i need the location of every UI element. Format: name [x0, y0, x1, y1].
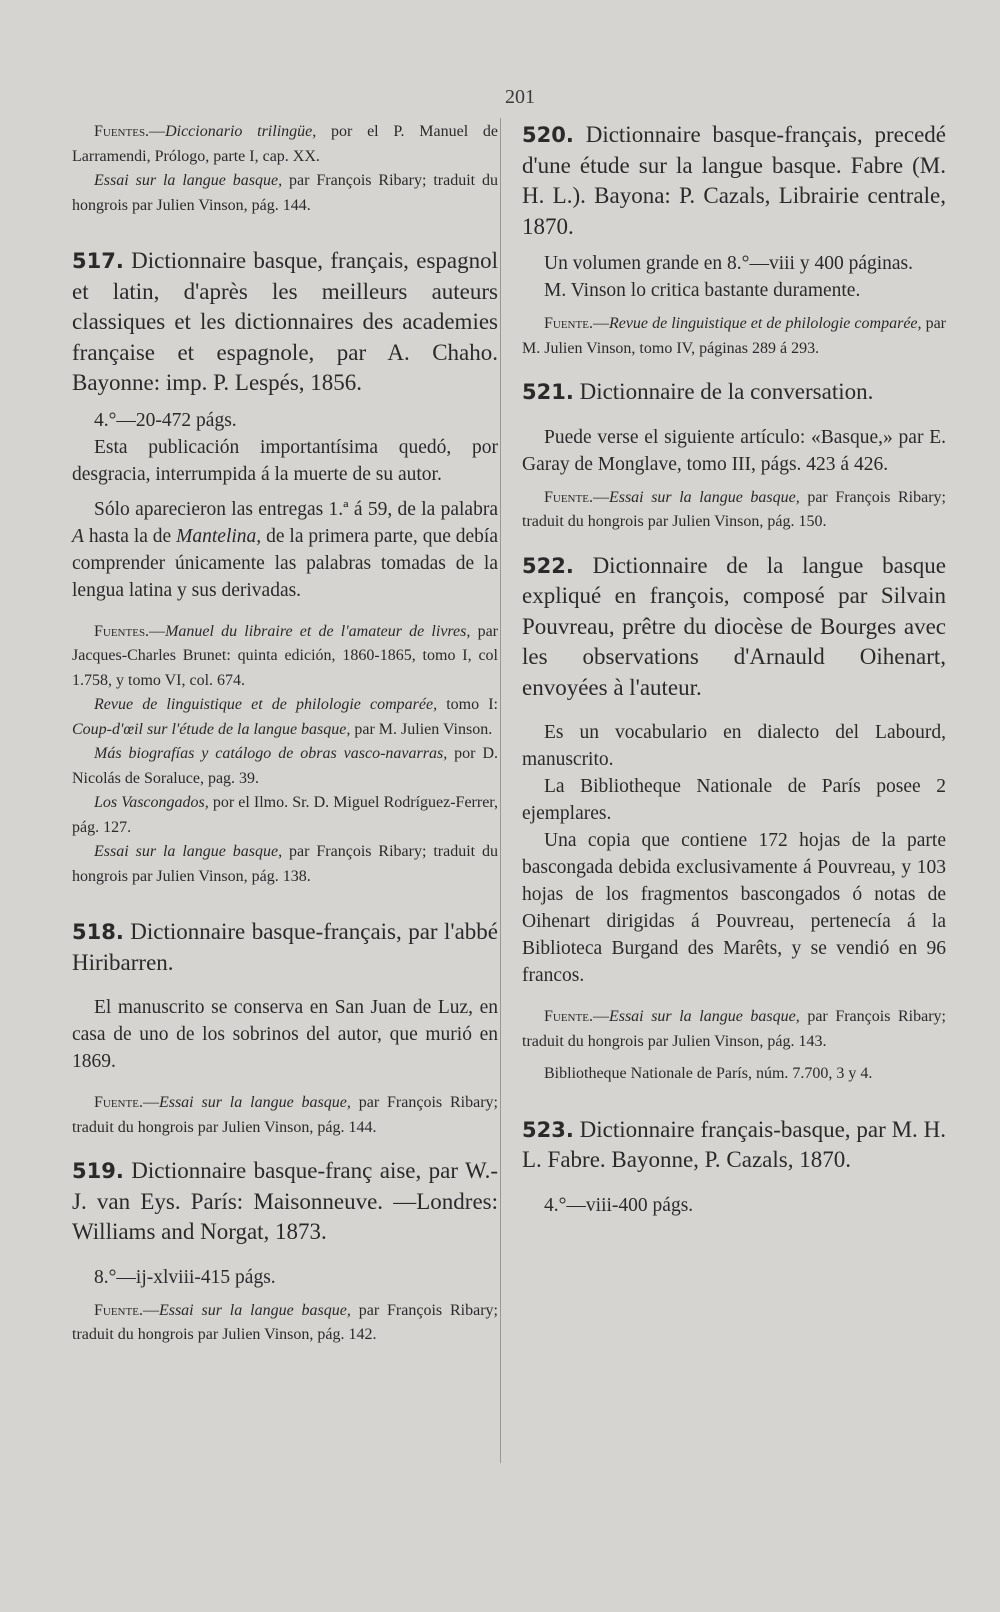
entry-format: 4.°—20-472 págs. — [94, 409, 237, 431]
source-note: Fuente.—Revue de linguistique et de philologie comparée, par M. Julien Vinson, tomo IV, páginas 289 á 293. — [522, 315, 946, 357]
entry-paragraph: Una copia que contiene 172 hojas de la parte bascongada debida exclusivamente á Pouvreau, y 103 hojas de los fragmentos bascongados ó notas de Oihenart dirigidas á Pouvreau, pertenecía á la Biblioteca Burgand des Marêts, y se vendió en 96 francos. — [522, 830, 946, 986]
source-note: Los Vascongados, por el Ilmo. Sr. D. Miguel Rodríguez-Ferrer, pág. 127. — [72, 794, 498, 836]
entry-paragraph: La Bibliotheque Nationale de París posee 2 ejemplares. — [522, 776, 946, 824]
source-note: Essai sur la langue basque, par François Ribary; traduit du hongrois par Julien Vinson, pág. 144. — [72, 172, 498, 214]
entry-format: 8.°—ij-xlviii-415 págs. — [94, 1266, 276, 1288]
entry-520-heading: 520. Dictionnaire basque-français, precedé d'une étude sur la langue basque. Fabre (M. H. L.). Bayona: P. Cazals, Librairie centrale, 1870. — [522, 122, 946, 239]
entry-paragraph: Puede verse el siguiente artículo: «Basque,» par E. Garay de Monglave, tomo III, págs. 423 á 426. — [522, 426, 946, 475]
entry-518-heading: 518. Dictionnaire basque-français, par l'abbé Hiribarren. — [72, 919, 498, 975]
entry-paragraph: Sólo aparecieron las entregas 1.ª á 59, de la palabra A hasta la de Mantelina, de la primera parte, que debía comprender únicamente las palabras tomadas de la lengua latina y sus derivadas. — [72, 498, 499, 601]
right-column — [522, 120, 946, 1219]
source-note: Revue de linguistique et de philologie comparée, tomo I: Coup-d'œil sur l'étude de la langue basque, par M. Julien Vinson. — [72, 696, 498, 738]
entry-522-heading: 522. Dictionnaire de la langue basque expliqué en françois, composé par Silvain Pouvreau, prêtre du diocèse de Bourges avec les observations d'Arnauld Oihenart, envoyées à l'auteur. — [522, 552, 946, 700]
page-number: 201 — [505, 86, 535, 108]
entry-paragraph: Es un vocabulario en dialecto del Labourd, manuscrito. — [522, 722, 946, 770]
left-column — [72, 120, 498, 1348]
source-note: Fuente.—Essai sur la langue basque, par François Ribary; traduit du hongrois par Julien Vinson, pág. 143. — [522, 1008, 946, 1050]
entry-523-heading: 523. Dictionnaire français-basque, par M. H. L. Fabre. Bayonne, P. Cazals, 1870. — [522, 1116, 946, 1172]
source-note: Essai sur la langue basque, par François Ribary; traduit du hongrois par Julien Vinson, pág. 138. — [72, 843, 498, 885]
entry-paragraph: Esta publicación importantísima quedó, por desgracia, interrumpida á la muerte de su autor. — [72, 436, 498, 485]
entry-paragraph: El manuscrito se conserva en San Juan de Luz, en casa de uno de los sobrinos del autor, que murió en 1869. — [72, 997, 498, 1072]
entry-format: 4.°—viii-400 págs. — [544, 1194, 694, 1216]
source-note: Fuente.—Essai sur la langue basque, par François Ribary; traduit du hongrois par Julien Vinson, pág. 144. — [72, 1094, 498, 1136]
column-divider — [500, 118, 501, 1463]
entry-517-heading: 517. Dictionnaire basque, français, espagnol et latin, d'après les meilleurs auteurs classiques et les dictionnaires des academies française et espagnole, par A. Chaho. Bayonne: imp. P. Lespés, 1856. — [72, 248, 498, 395]
source-note: Fuente.—Essai sur la langue basque, par François Ribary; traduit du hongrois par Julien Vinson, pág. 150. — [522, 488, 946, 530]
source-note: Fuentes.—Diccionario trilingüe, por el P. Manuel de Larramendi, Prólogo, parte I, cap. XX. — [72, 123, 498, 165]
source-note: Fuente.—Essai sur la langue basque, par François Ribary; traduit du hongrois par Julien Vinson, pág. 142. — [72, 1301, 498, 1343]
source-note: Más biografías y catálogo de obras vasco-navarras, por D. Nicolás de Soraluce, pag. 39. — [72, 745, 498, 787]
entry-521-heading: 521. Dictionnaire de la conversation. — [522, 379, 874, 404]
source-note: Fuentes.—Manuel du libraire et de l'amateur de livres, par Jacques-Charles Brunet: quinta edición, 1860-1865, tomo I, col 1.758, y tomo VI, col. 674. — [72, 622, 498, 689]
entry-paragraph: Un volumen grande en 8.°—viii y 400 páginas. — [544, 253, 914, 274]
entry-519-heading: 519. Dictionnaire basque-franç aise, par W.-J. van Eys. París: Maisonneuve. —Londres: Williams and Norgat, 1873. — [72, 1158, 498, 1244]
entry-paragraph: M. Vinson lo critica bastante duramente. — [544, 280, 861, 301]
library-note: Bibliotheque Nationale de París, núm. 7.700, 3 y 4. — [544, 1065, 873, 1082]
